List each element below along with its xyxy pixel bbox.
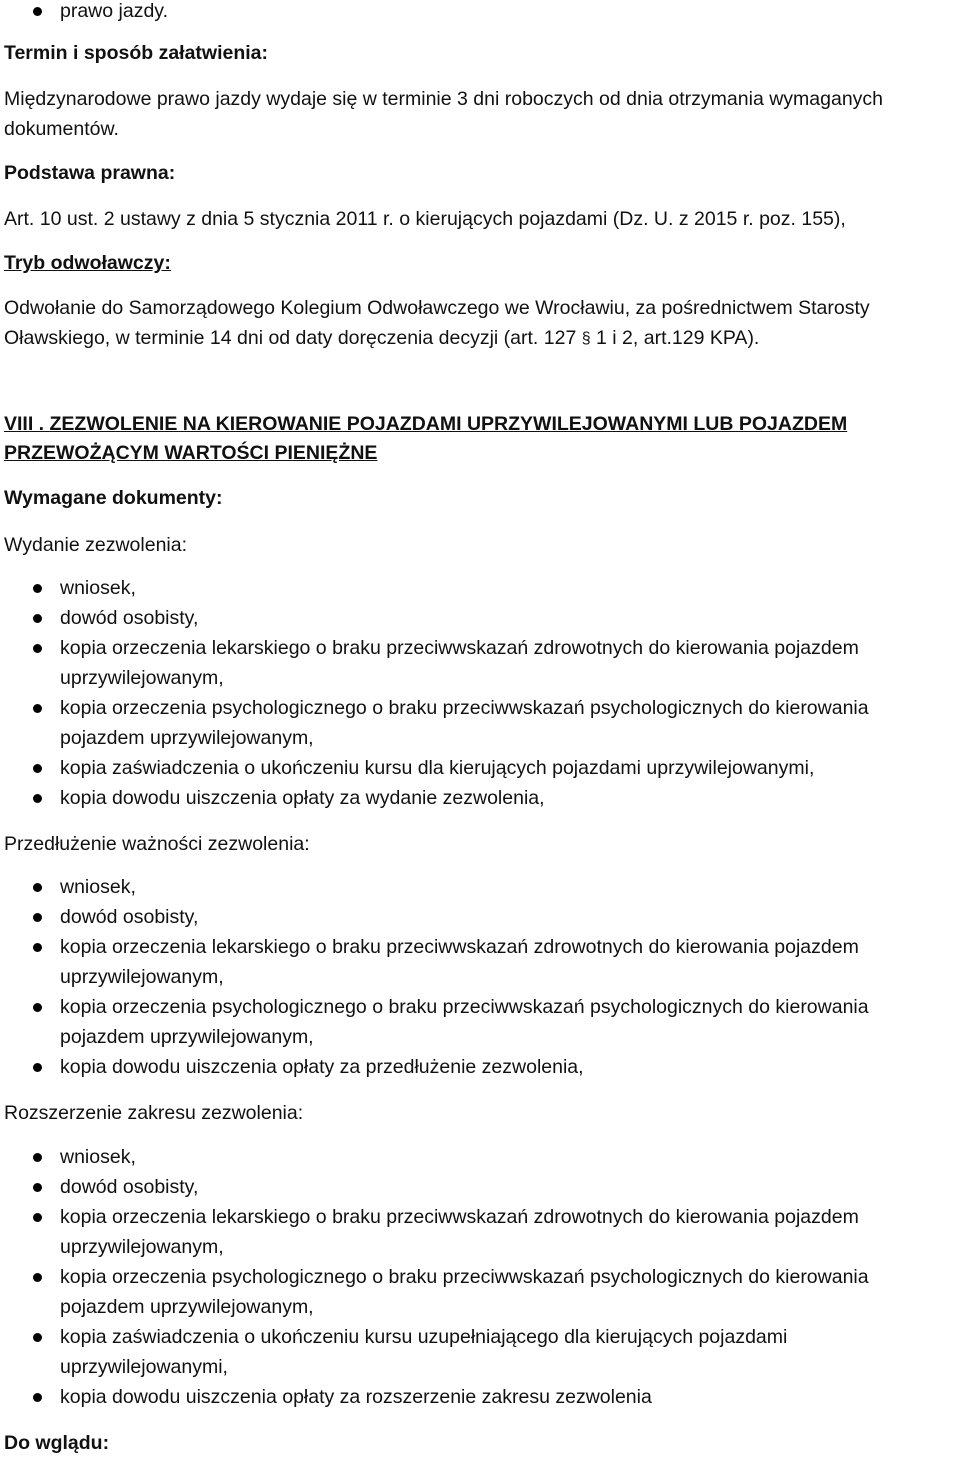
wymagane-heading: Wymagane dokumenty: bbox=[4, 487, 223, 509]
list-item-text: kopia zaświadczenia o ukończeniu kursu uzupełniającego dla kierujących pojazdami uprzywilejowanymi, bbox=[60, 1326, 788, 1378]
przedluzenie-label: Przedłużenie ważności zezwolenia: bbox=[4, 833, 310, 855]
list-item-text: wniosek, bbox=[60, 1146, 136, 1168]
list-item bbox=[0, 1382, 940, 1412]
section-symbol: § bbox=[581, 330, 591, 347]
bullet-icon bbox=[33, 943, 42, 952]
bullet-icon bbox=[33, 1183, 42, 1192]
list-item-text: kopia orzeczenia lekarskiego o braku przeciwwskazań zdrowotnych do kierowania pojazdem uprzywilejowanym, bbox=[60, 637, 859, 689]
tryb-text bbox=[4, 293, 949, 355]
podstawa-text: Art. 10 ust. 2 ustawy z dnia 5 stycznia 2011 r. o kierujących pojazdami (Dz. U. z 2015 r. poz. 155), bbox=[4, 208, 846, 230]
bullet-icon bbox=[33, 584, 42, 593]
list-item-text: kopia zaświadczenia o ukończeniu kursu dla kierujących pojazdami uprzywilejowanymi, bbox=[60, 757, 815, 779]
bullet-icon bbox=[33, 614, 42, 623]
przedluzenie-list bbox=[0, 872, 960, 1082]
list-item-text: kopia dowodu uiszczenia opłaty za wydanie zezwolenia, bbox=[60, 787, 545, 809]
do-wgladu-heading: Do wglądu: bbox=[4, 1432, 110, 1454]
list-item bbox=[0, 1052, 940, 1082]
list-item bbox=[0, 872, 940, 902]
list-item bbox=[0, 633, 940, 693]
list-item bbox=[0, 1262, 940, 1322]
list-item-text: dowód osobisty, bbox=[60, 607, 199, 629]
list-item bbox=[0, 0, 940, 26]
bullet-icon bbox=[33, 913, 42, 922]
bullet-icon bbox=[33, 1153, 42, 1162]
list-item bbox=[0, 1322, 940, 1382]
bullet-icon bbox=[33, 794, 42, 803]
list-item-text: wniosek, bbox=[60, 876, 136, 898]
list-item-text: dowód osobisty, bbox=[60, 1176, 199, 1198]
bullet-icon bbox=[33, 764, 42, 773]
list-item-text: kopia dowodu uiszczenia opłaty za rozszerzenie zakresu zezwolenia bbox=[60, 1386, 652, 1408]
termin-text: Międzynarodowe prawo jazdy wydaje się w terminie 3 dni roboczych od dnia otrzymania wymaganych dokumentów. bbox=[4, 88, 884, 140]
bullet-icon bbox=[33, 1003, 42, 1012]
termin-heading: Termin i sposób załatwienia: bbox=[4, 42, 269, 64]
list-item-text: kopia orzeczenia lekarskiego o braku przeciwwskazań zdrowotnych do kierowania pojazdem uprzywilejowanym, bbox=[60, 936, 859, 988]
list-item-text: kopia orzeczenia psychologicznego o braku przeciwwskazań psychologicznych do kierowania pojazdem uprzywilejowanym, bbox=[60, 996, 869, 1048]
bullet-icon bbox=[33, 704, 42, 713]
bullet-icon bbox=[33, 883, 42, 892]
list-item-text: wniosek, bbox=[60, 577, 136, 599]
rozszerzenie-list bbox=[0, 1142, 960, 1412]
list-item bbox=[0, 693, 940, 753]
tryb-heading: Tryb odwoławczy: bbox=[4, 252, 171, 274]
list-item bbox=[0, 573, 940, 603]
bullet-icon bbox=[33, 1213, 42, 1222]
tryb-text-b: 1 i 2, art.129 KPA). bbox=[596, 327, 760, 349]
tryb-text-a: Odwołanie do Samorządowego Kolegium Odwoławczego we Wrocławiu, za pośrednictwem Starosty Oławskiego, w terminie 14 dni od daty doręczenia decyzji (art. 127 bbox=[4, 297, 870, 349]
list-item-text: kopia orzeczenia lekarskiego o braku przeciwwskazań zdrowotnych do kierowania pojazdem uprzywilejowanym, bbox=[60, 1206, 859, 1258]
list-item bbox=[0, 783, 940, 813]
list-item-text: prawo jazdy. bbox=[60, 0, 169, 22]
bullet-icon bbox=[33, 1393, 42, 1402]
list-item bbox=[0, 992, 940, 1052]
wydanie-list bbox=[0, 573, 960, 813]
bullet-icon bbox=[33, 1273, 42, 1282]
list-item-text: dowód osobisty, bbox=[60, 906, 199, 928]
list-item bbox=[0, 603, 940, 633]
list-item bbox=[0, 1142, 940, 1172]
list-item-text: kopia orzeczenia psychologicznego o braku przeciwwskazań psychologicznych do kierowania pojazdem uprzywilejowanym, bbox=[60, 697, 869, 749]
list-item bbox=[0, 902, 940, 932]
section-title: VIII . ZEZWOLENIE NA KIEROWANIE POJAZDAMI UPRZYWILEJOWANYMI LUB POJAZDEM PRZEWOŻĄCYM WARTOŚCI PIENIĘŻNE bbox=[4, 413, 848, 464]
list-item bbox=[0, 1172, 940, 1202]
bullet-icon bbox=[33, 1063, 42, 1072]
wydanie-label: Wydanie zezwolenia: bbox=[4, 534, 188, 556]
bullet-icon bbox=[33, 7, 42, 16]
rozszerzenie-label: Rozszerzenie zakresu zezwolenia: bbox=[4, 1102, 304, 1124]
list-item bbox=[0, 753, 940, 783]
bullet-icon bbox=[33, 1333, 42, 1342]
top-list bbox=[0, 0, 960, 26]
bullet-icon bbox=[33, 644, 42, 653]
list-item-text: kopia orzeczenia psychologicznego o braku przeciwwskazań psychologicznych do kierowania pojazdem uprzywilejowanym, bbox=[60, 1266, 869, 1318]
list-item bbox=[0, 1202, 940, 1262]
list-item-text: kopia dowodu uiszczenia opłaty za przedłużenie zezwolenia, bbox=[60, 1056, 584, 1078]
list-item bbox=[0, 932, 940, 992]
podstawa-heading: Podstawa prawna: bbox=[4, 162, 176, 184]
